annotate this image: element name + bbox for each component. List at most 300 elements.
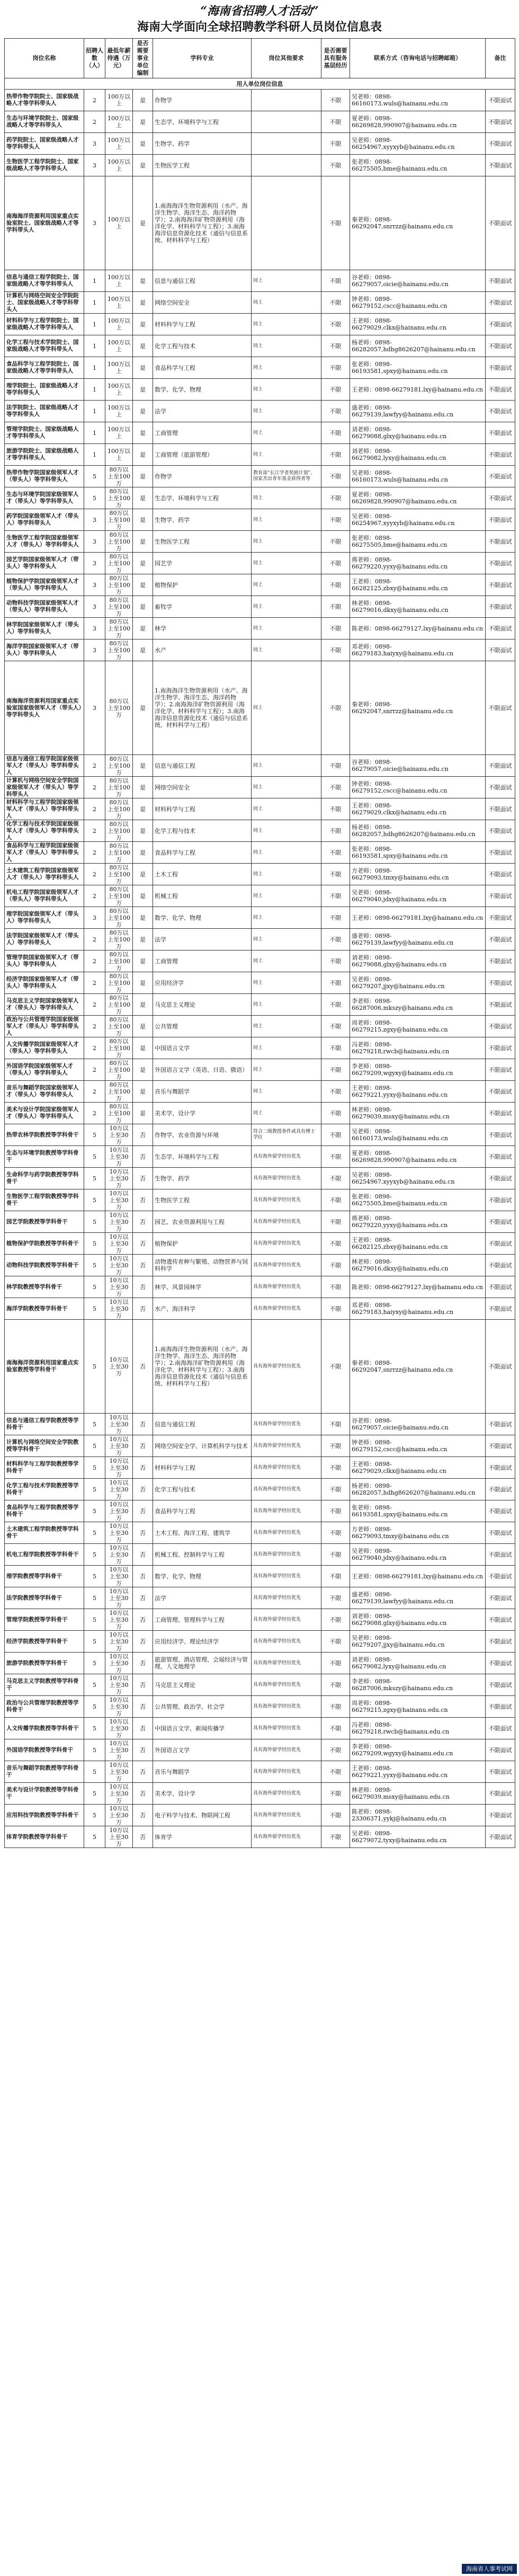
position-cell: 美术与设计学院教授等学科骨干: [5, 1783, 84, 1805]
contact-cell: 吴老师：0898-66254967,xyyxyb@hainanu.edu.cn: [350, 1168, 486, 1189]
other-cell: 具有海外留学经历优先: [252, 1739, 321, 1761]
major-cell: 信息与通信工程: [153, 270, 252, 292]
remark-cell: 不限面试: [486, 314, 515, 335]
header-remark: 备注: [486, 39, 515, 78]
remark-cell: 不限面试: [486, 1298, 515, 1320]
position-cell: 食品科学与工程学院教授等学科骨干: [5, 1500, 84, 1522]
table-row: [5, 401, 515, 422]
remark-cell: 不限面试: [486, 90, 515, 111]
major-cell: 生物医学工程: [153, 155, 252, 176]
position-cell: 化学工程与技术学院院士、国家级战略人才等学科带头人: [5, 335, 84, 357]
table-row: [5, 292, 515, 314]
salary-cell: 80万以上至100万: [105, 842, 133, 864]
salary-cell: 10万以上至30万: [105, 1255, 133, 1276]
salary-cell: 10万以上至30万: [105, 1479, 133, 1500]
staffing-cell: 否: [133, 1124, 153, 1146]
other-cell: 具有海外留学经历优先: [252, 1609, 321, 1631]
serve-cell: 不限: [321, 90, 350, 111]
other-cell: 具有海外留学经历优先: [252, 1826, 321, 1848]
serve-cell: 不限: [321, 357, 350, 379]
table-row: [5, 1168, 515, 1189]
staffing-cell: 否: [133, 1696, 153, 1718]
other-cell: 同上: [252, 401, 321, 422]
position-cell: 计算机与网络空间安全学院教授等学科骨干: [5, 1435, 84, 1457]
other-cell: 同上: [252, 531, 321, 553]
major-cell: 作物学: [153, 466, 252, 487]
remark-cell: 不限面试: [486, 1320, 515, 1414]
position-cell: 化学工程与技术学院教授等学科骨干: [5, 1479, 84, 1500]
staffing-cell: 是: [133, 270, 153, 292]
salary-cell: 10万以上至30万: [105, 1298, 133, 1320]
remark-cell: 不限面试: [486, 487, 515, 509]
salary-cell: 80万以上至100万: [105, 777, 133, 798]
count-cell: 2: [84, 798, 105, 820]
serve-cell: 不限: [321, 1566, 350, 1587]
remark-cell: 不限面试: [486, 553, 515, 574]
count-cell: 3: [84, 661, 105, 755]
recruitment-table: [4, 38, 515, 1848]
major-cell: 公共管理、政治学、社会学: [153, 1696, 252, 1718]
salary-cell: 100万以上: [105, 422, 133, 444]
count-cell: 5: [84, 1631, 105, 1653]
table-row: [5, 777, 515, 798]
contact-cell: 刘老师：0898-66279088,glxy@hainanu.edu.cn: [350, 1609, 486, 1631]
serve-cell: 不限: [321, 155, 350, 176]
remark-cell: 不限面试: [486, 820, 515, 842]
table-row: [5, 1124, 515, 1146]
remark-cell: 不限面试: [486, 1435, 515, 1457]
staffing-cell: 是: [133, 335, 153, 357]
header-row: [5, 39, 515, 78]
count-cell: 2: [84, 1037, 105, 1059]
major-cell: 作物学、农业资源与环境: [153, 1124, 252, 1146]
header-contact: 联系方式（咨询电话与招聘邮箱）: [350, 39, 486, 78]
contact-cell: 林老师：0898-66279039,msxy@hainanu.edu.cn: [350, 1783, 486, 1805]
serve-cell: 不限: [321, 1414, 350, 1435]
contact-cell: 谷老师：0898-66279057,oicie@hainanu.edu.cn: [350, 755, 486, 777]
contact-cell: 张老师：0898-66193581,spxy@hainanu.edu.cn: [350, 1500, 486, 1522]
remark-cell: 不限面试: [486, 1168, 515, 1189]
contact-cell: 秦老师：0898-66292047,snrrzz@hainanu.edu.cn: [350, 176, 486, 270]
staffing-cell: 否: [133, 1211, 153, 1233]
position-cell: 管理学院国家级领军人才（带头人）等学科带头人: [5, 951, 84, 972]
count-cell: 5: [84, 1168, 105, 1189]
other-cell: 同上: [252, 314, 321, 335]
salary-cell: 10万以上至30万: [105, 1739, 133, 1761]
position-cell: 音乐与舞蹈学院教授等学科骨干: [5, 1761, 84, 1783]
salary-cell: 80万以上至100万: [105, 574, 133, 596]
serve-cell: 不限: [321, 596, 350, 618]
other-cell: 同上: [252, 1016, 321, 1037]
other-cell: 同上: [252, 270, 321, 292]
section-header-row: [5, 78, 515, 90]
contact-cell: 冯老师：0898-66279218,rwcb@hainanu.edu.cn: [350, 1037, 486, 1059]
salary-cell: 10万以上至30万: [105, 1805, 133, 1826]
position-cell: 园艺学院教授等学科骨干: [5, 1211, 84, 1233]
staffing-cell: 是: [133, 1103, 153, 1124]
staffing-cell: 是: [133, 357, 153, 379]
table-row: [5, 422, 515, 444]
table-row: [5, 1566, 515, 1587]
count-cell: 2: [84, 1016, 105, 1037]
staffing-cell: 是: [133, 842, 153, 864]
serve-cell: 不限: [321, 951, 350, 972]
count-cell: 3: [84, 618, 105, 639]
major-cell: 化学工程与技术: [153, 820, 252, 842]
remark-cell: 不限面试: [486, 270, 515, 292]
staffing-cell: 是: [133, 777, 153, 798]
other-cell: 同上: [252, 1037, 321, 1059]
staffing-cell: 是: [133, 466, 153, 487]
salary-cell: 100万以上: [105, 314, 133, 335]
serve-cell: 不限: [321, 444, 350, 466]
contact-cell: 陈老师：0898-23306371,yykj@hainanu.edu.cn: [350, 1805, 486, 1826]
count-cell: 1: [84, 270, 105, 292]
salary-cell: 80万以上至100万: [105, 1081, 133, 1103]
staffing-cell: 否: [133, 1739, 153, 1761]
contact-cell: 钟老师：0898-66279152,cscc@hainanu.edu.cn: [350, 1435, 486, 1457]
staffing-cell: 否: [133, 1783, 153, 1805]
serve-cell: 不限: [321, 292, 350, 314]
staffing-cell: 是: [133, 1059, 153, 1081]
salary-cell: 100万以上: [105, 444, 133, 466]
serve-cell: 不限: [321, 111, 350, 133]
staffing-cell: 是: [133, 314, 153, 335]
other-cell: 同上: [252, 379, 321, 401]
contact-cell: 陈老师：0898-66279127,lxy@hainanu.edu.cn: [350, 618, 486, 639]
contact-cell: 周老师：0898-66279215,zgxy@hainanu.edu.cn: [350, 1696, 486, 1718]
table-row: [5, 111, 515, 133]
count-cell: 3: [84, 531, 105, 553]
contact-cell: 盛老师：0898-66279139,lawfyy@hainanu.edu.cn: [350, 1587, 486, 1609]
major-cell: 体育学: [153, 1826, 252, 1848]
salary-cell: 10万以上至30万: [105, 1124, 133, 1146]
contact-cell: 吴老师：0898-66254967,xyyxyb@hainanu.edu.cn: [350, 509, 486, 531]
contact-cell: 周老师：0898-66279215,zgxy@hainanu.edu.cn: [350, 1016, 486, 1037]
contact-cell: 王老师：0898-66282125,zbxy@hainanu.edu.cn: [350, 574, 486, 596]
table-row: [5, 133, 515, 155]
remark-cell: 不限面试: [486, 929, 515, 951]
serve-cell: 不限: [321, 1059, 350, 1081]
table-row: [5, 1457, 515, 1479]
count-cell: 5: [84, 1718, 105, 1739]
major-cell: 音乐与舞蹈学: [153, 1761, 252, 1783]
staffing-cell: 是: [133, 531, 153, 553]
salary-cell: 80万以上至100万: [105, 798, 133, 820]
table-row: [5, 661, 515, 755]
major-cell: 中国语言文学: [153, 1037, 252, 1059]
other-cell: 具有海外留学经历优先: [252, 1414, 321, 1435]
staffing-cell: 否: [133, 1544, 153, 1566]
major-cell: 音乐与舞蹈学: [153, 1081, 252, 1103]
table-row: [5, 885, 515, 907]
table-row: [5, 1739, 515, 1761]
contact-cell: 王老师：0898-66279181,lxy@hainanu.edu.cn: [350, 379, 486, 401]
table-row: [5, 466, 515, 487]
major-cell: 动物遗传育种与繁殖、动物营养与饲料科学: [153, 1255, 252, 1276]
count-cell: 5: [84, 1479, 105, 1500]
count-cell: 2: [84, 111, 105, 133]
position-cell: 马克思主义学院教授等学科骨干: [5, 1674, 84, 1696]
other-cell: 同上: [252, 553, 321, 574]
count-cell: 3: [84, 574, 105, 596]
contact-cell: 李老师：0898-66287006,mkszy@hainanu.edu.cn: [350, 994, 486, 1016]
staffing-cell: 否: [133, 1146, 153, 1168]
major-cell: 材料科学与工程: [153, 798, 252, 820]
table-row: [5, 1037, 515, 1059]
major-cell: 园艺学: [153, 553, 252, 574]
position-cell: 经济学院国家级领军人才（带头人）等学科带头人: [5, 972, 84, 994]
position-cell: 生态与环境学院院士、国家级战略人才等学科带头人: [5, 111, 84, 133]
position-cell: 外国语学院国家级领军人才（带头人）等学科带头人: [5, 1059, 84, 1081]
count-cell: 5: [84, 1189, 105, 1211]
salary-cell: 10万以上至30万: [105, 1457, 133, 1479]
serve-cell: 不限: [321, 176, 350, 270]
serve-cell: 不限: [321, 1081, 350, 1103]
remark-cell: 不限面试: [486, 1587, 515, 1609]
staffing-cell: 是: [133, 1081, 153, 1103]
table-row: [5, 972, 515, 994]
position-cell: 热带作物学院院士、国家级战略人才等学科带头人: [5, 90, 84, 111]
major-cell: 电子科学与技术、物联网工程: [153, 1805, 252, 1826]
staffing-cell: 是: [133, 1016, 153, 1037]
remark-cell: 不限面试: [486, 1500, 515, 1522]
table-row: [5, 1320, 515, 1414]
salary-cell: 10万以上至30万: [105, 1500, 133, 1522]
section-title: 用人单位岗位信息: [5, 78, 515, 90]
count-cell: 5: [84, 1653, 105, 1674]
count-cell: 3: [84, 639, 105, 661]
other-cell: 同上: [252, 907, 321, 929]
contact-cell: 刘老师：0898-66279088,glxy@hainanu.edu.cn: [350, 951, 486, 972]
salary-cell: 10万以上至30万: [105, 1674, 133, 1696]
salary-cell: 10万以上至30万: [105, 1189, 133, 1211]
staffing-cell: 是: [133, 1037, 153, 1059]
staffing-cell: 是: [133, 176, 153, 270]
remark-cell: 不限面试: [486, 1059, 515, 1081]
other-cell: 同上: [252, 1081, 321, 1103]
major-cell: 外国语言文学: [153, 1739, 252, 1761]
major-cell: 旅游管理、酒店管理、会展经济与管理、人文地理学: [153, 1653, 252, 1674]
position-cell: 热带农林学院教授等学科骨干: [5, 1124, 84, 1146]
salary-cell: 80万以上至100万: [105, 1016, 133, 1037]
serve-cell: 不限: [321, 1609, 350, 1631]
contact-cell: 夏老师：0898-66269828,990907@hainanu.edu.cn: [350, 1146, 486, 1168]
remark-cell: 不限面试: [486, 1016, 515, 1037]
other-cell: 具有海外留学经历优先: [252, 1631, 321, 1653]
staffing-cell: 是: [133, 292, 153, 314]
position-cell: 法学院教授等学科骨干: [5, 1587, 84, 1609]
position-cell: 生物医学工程学院院士、国家级战略人才等学科带头人: [5, 155, 84, 176]
staffing-cell: 否: [133, 1255, 153, 1276]
major-cell: 应用经济学、理论经济学: [153, 1631, 252, 1653]
remark-cell: 不限面试: [486, 1566, 515, 1587]
salary-cell: 10万以上至30万: [105, 1761, 133, 1783]
major-cell: 水产、海洋科学: [153, 1298, 252, 1320]
other-cell: 具有海外留学经历优先: [252, 1674, 321, 1696]
contact-cell: 刘老师：0898-66279082,lyxy@hainanu.edu.cn: [350, 1653, 486, 1674]
table-row: [5, 357, 515, 379]
contact-cell: 盛老师：0898-66279139,lawfyy@hainanu.edu.cn: [350, 401, 486, 422]
contact-cell: 吴老师：0898-66279072,tyxy@hainanu.edu.cn: [350, 1826, 486, 1848]
count-cell: 5: [84, 1783, 105, 1805]
count-cell: 3: [84, 509, 105, 531]
salary-cell: 100万以上: [105, 292, 133, 314]
remark-cell: 不限面试: [486, 1674, 515, 1696]
header-serve: 是否需要具有服务基层经历: [321, 39, 350, 78]
serve-cell: 不限: [321, 487, 350, 509]
major-cell: 土木工程、海洋工程、建筑学: [153, 1522, 252, 1544]
contact-cell: 邓老师：0898-66279183,haiyxy@hainanu.edu.cn: [350, 639, 486, 661]
major-cell: 工商管理、管理科学与工程: [153, 1609, 252, 1631]
remark-cell: 不限面试: [486, 661, 515, 755]
salary-cell: 100万以上: [105, 111, 133, 133]
position-cell: 林学院国家级领军人才（带头人）等学科带头人: [5, 618, 84, 639]
staffing-cell: 是: [133, 661, 153, 755]
other-cell: 同上: [252, 777, 321, 798]
count-cell: 5: [84, 1566, 105, 1587]
other-cell: 同上: [252, 798, 321, 820]
table-row: [5, 553, 515, 574]
remark-cell: 不限面试: [486, 994, 515, 1016]
remark-cell: 不限面试: [486, 444, 515, 466]
table-row: [5, 1674, 515, 1696]
count-cell: 5: [84, 1826, 105, 1848]
contact-cell: 张老师：0898-66275505,bme@hainanu.edu.cn: [350, 155, 486, 176]
count-cell: 5: [84, 1544, 105, 1566]
contact-cell: 林老师：0898-66279016,dkxy@hainanu.edu.cn: [350, 596, 486, 618]
count-cell: 5: [84, 487, 105, 509]
remark-cell: 不限面试: [486, 1522, 515, 1544]
serve-cell: 不限: [321, 1016, 350, 1037]
serve-cell: 不限: [321, 1739, 350, 1761]
table-row: [5, 1189, 515, 1211]
major-cell: 网络空间安全: [153, 777, 252, 798]
position-cell: 旅游学院教授等学科骨干: [5, 1653, 84, 1674]
position-cell: 生物医学工程学院教授等学科骨干: [5, 1189, 84, 1211]
salary-cell: 10万以上至30万: [105, 1320, 133, 1414]
other-cell: [252, 155, 321, 176]
serve-cell: 不限: [321, 994, 350, 1016]
remark-cell: 不限面试: [486, 335, 515, 357]
position-cell: 材料科学与工程学院教授等学科骨干: [5, 1457, 84, 1479]
major-cell: 信息与通信工程: [153, 1414, 252, 1435]
staffing-cell: 否: [133, 1805, 153, 1826]
serve-cell: 不限: [321, 755, 350, 777]
count-cell: 3: [84, 176, 105, 270]
major-cell: 工商管理: [153, 422, 252, 444]
position-cell: 应用科技学院教授等学科骨干: [5, 1805, 84, 1826]
staffing-cell: 否: [133, 1566, 153, 1587]
serve-cell: 不限: [321, 798, 350, 820]
position-cell: 生态与环境学院教授等学科骨干: [5, 1146, 84, 1168]
serve-cell: 不限: [321, 422, 350, 444]
staffing-cell: 是: [133, 755, 153, 777]
serve-cell: 不限: [321, 1124, 350, 1146]
salary-cell: 80万以上至100万: [105, 972, 133, 994]
salary-cell: 80万以上至100万: [105, 487, 133, 509]
remark-cell: 不限面试: [486, 1761, 515, 1783]
other-cell: 具有海外留学经历优先: [252, 1479, 321, 1500]
serve-cell: 不限: [321, 574, 350, 596]
salary-cell: 10万以上至30万: [105, 1696, 133, 1718]
position-cell: 生态与环境学院国家级领军人才（带头人）等学科带头人: [5, 487, 84, 509]
contact-cell: 张老师：0898-66275505,bme@hainanu.edu.cn: [350, 1189, 486, 1211]
contact-cell: 谷老师：0898-66279057,oicie@hainanu.edu.cn: [350, 1414, 486, 1435]
remark-cell: 不限面试: [486, 951, 515, 972]
major-cell: 作物学: [153, 90, 252, 111]
remark-cell: 不限面试: [486, 639, 515, 661]
position-cell: 海洋学院教授等学科骨干: [5, 1298, 84, 1320]
remark-cell: 不限面试: [486, 111, 515, 133]
contact-cell: 吴老师：0898-66279040,jdxy@hainanu.edu.cn: [350, 885, 486, 907]
staffing-cell: 是: [133, 885, 153, 907]
contact-cell: 夏老师：0898-66269828,990907@hainanu.edu.cn: [350, 487, 486, 509]
remark-cell: 不限面试: [486, 509, 515, 531]
remark-cell: 不限面试: [486, 292, 515, 314]
other-cell: 具有海外留学经历优先: [252, 1783, 321, 1805]
remark-cell: 不限面试: [486, 1189, 515, 1211]
major-cell: 1.南海海洋生物资源利用（水产、海洋生物学、海洋生态、海洋药物学）；2.南海海洋矿物资源利用（海洋化学、材料科学与工程）；3.南海海洋信息资源化技术（通信与信息系统、材料科学与工程）: [153, 176, 252, 270]
position-cell: 政治与公共管理学院国家级领军人才（带头人）等学科带头人: [5, 1016, 84, 1037]
salary-cell: 80万以上至100万: [105, 929, 133, 951]
remark-cell: 不限面试: [486, 596, 515, 618]
contact-cell: 方老师：0898-66279093,tmxy@hainanu.edu.cn: [350, 1522, 486, 1544]
table-row: [5, 1826, 515, 1848]
position-cell: 生命科学与药学院教授等学科骨干: [5, 1168, 84, 1189]
staffing-cell: 是: [133, 994, 153, 1016]
serve-cell: 不限: [321, 929, 350, 951]
other-cell: 同上: [252, 842, 321, 864]
serve-cell: 不限: [321, 618, 350, 639]
table-row: [5, 1479, 515, 1500]
count-cell: 2: [84, 885, 105, 907]
count-cell: 2: [84, 1059, 105, 1081]
serve-cell: 不限: [321, 553, 350, 574]
other-cell: 具有海外留学经历优先: [252, 1298, 321, 1320]
header-other: 岗位其他要求: [252, 39, 321, 78]
position-cell: 动物科技学院教授等学科骨干: [5, 1255, 84, 1276]
serve-cell: 不限: [321, 335, 350, 357]
position-cell: 外国语学院教授等学科骨干: [5, 1739, 84, 1761]
major-cell: 机械工程: [153, 885, 252, 907]
major-cell: 马克思主义理论: [153, 994, 252, 1016]
count-cell: 5: [84, 1500, 105, 1522]
position-cell: 人文传播学院国家级领军人才（带头人）等学科带头人: [5, 1037, 84, 1059]
serve-cell: 不限: [321, 1479, 350, 1500]
count-cell: 5: [84, 1320, 105, 1414]
salary-cell: 80万以上至100万: [105, 1059, 133, 1081]
staffing-cell: 否: [133, 1761, 153, 1783]
serve-cell: 不限: [321, 1544, 350, 1566]
position-cell: 化学工程与技术学院国家级领军人才（带头人）等学科带头人: [5, 820, 84, 842]
contact-cell: 盛老师：0898-66279139,lawfyy@hainanu.edu.cn: [350, 929, 486, 951]
remark-cell: 不限面试: [486, 972, 515, 994]
serve-cell: 不限: [321, 133, 350, 155]
other-cell: 同上: [252, 618, 321, 639]
salary-cell: 10万以上至30万: [105, 1609, 133, 1631]
salary-cell: 80万以上至100万: [105, 1103, 133, 1124]
serve-cell: 不限: [321, 1500, 350, 1522]
table-row: [5, 176, 515, 270]
staffing-cell: 否: [133, 1233, 153, 1255]
staffing-cell: 否: [133, 1718, 153, 1739]
serve-cell: 不限: [321, 1168, 350, 1189]
major-cell: 水产: [153, 639, 252, 661]
major-cell: 食品科学与工程: [153, 1500, 252, 1522]
contact-cell: 钟老师：0898-66279152,cscc@hainanu.edu.cn: [350, 292, 486, 314]
table-row: [5, 1500, 515, 1522]
